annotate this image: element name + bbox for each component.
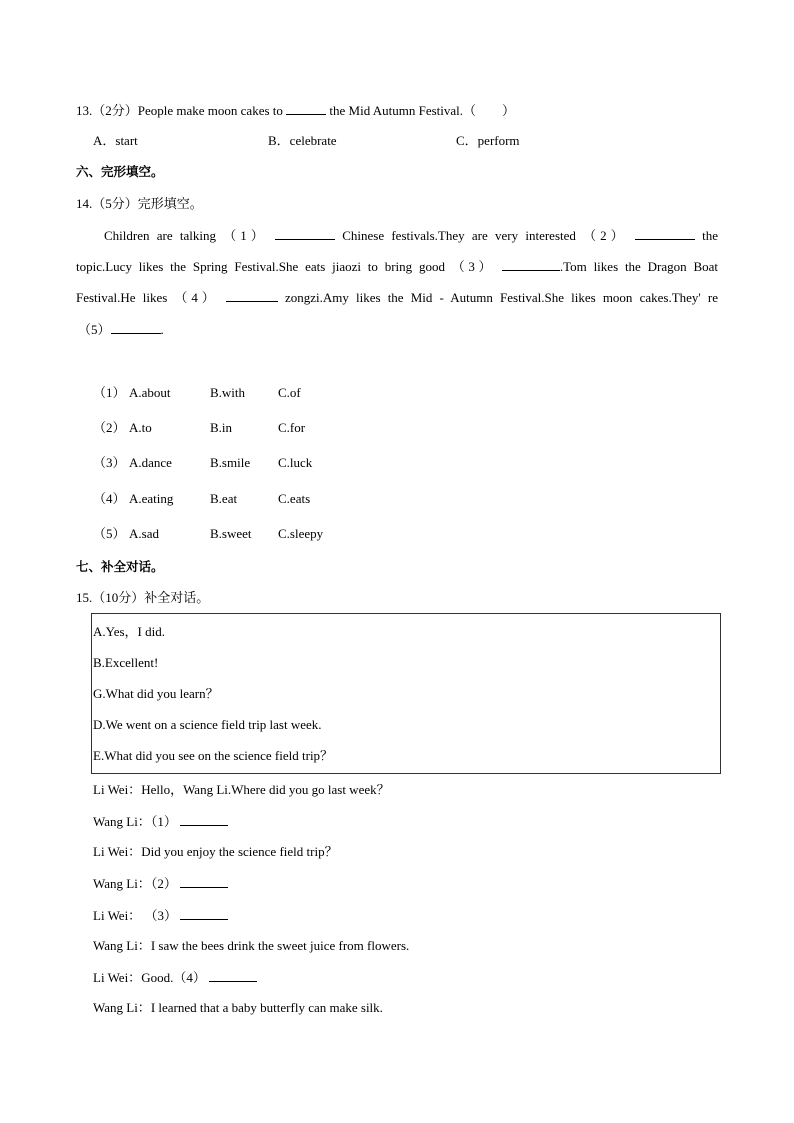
dialogue-line [93, 782, 390, 798]
utterance: （3） [141, 908, 177, 923]
choice-c[interactable]: C.eats [278, 491, 311, 506]
utterance: I learned that a baby butterfly can make silk. [150, 1000, 383, 1015]
q14-text-2b: .Tom likes the Dragon Boat [559, 259, 719, 274]
q14-blank-2[interactable] [635, 227, 695, 240]
utterance: Good.（4） [141, 970, 206, 985]
speaker: Li Wei： [93, 782, 142, 797]
utterance: Did you enjoy the science field trip？ [141, 844, 338, 859]
section6-title: 六、完形填空。 [76, 164, 164, 179]
utterance: Hello，Wang Li.Where did you go last week？ [141, 782, 390, 797]
choice-b[interactable]: B.with [210, 385, 246, 400]
q13-option-c[interactable]: C．perform [456, 133, 520, 148]
q15-box-option: E.What did you see on the science field trip？ [93, 748, 334, 763]
q15-header: 15.（10分）补全对话。 [76, 590, 210, 605]
choice-number: （1） [93, 385, 126, 400]
q14-blank-5[interactable] [111, 321, 161, 334]
speaker: Wang Li： [93, 1000, 151, 1015]
choice-c[interactable]: C.for [278, 420, 306, 435]
speaker: Li Wei： [93, 844, 142, 859]
choice-number: （5） [93, 526, 126, 541]
utterance: I saw the bees drink the sweet juice from flowers. [150, 938, 410, 953]
q14-blank-4[interactable] [226, 289, 278, 302]
q13-option-b[interactable]: B．celebrate [268, 133, 337, 148]
q15-box-option: D.We went on a science field trip last week. [93, 717, 322, 732]
choice-b[interactable]: B.in [210, 420, 233, 435]
speaker: Wang Li： [93, 876, 151, 891]
q14-text-3a: Festival.He likes （4） [76, 290, 219, 305]
speaker: Li Wei： [93, 970, 142, 985]
choice-c[interactable]: C.of [278, 385, 301, 400]
choice-a[interactable]: A.about [129, 385, 171, 400]
q13-option-a[interactable]: A．start [93, 133, 138, 148]
choice-number: （4） [93, 491, 126, 506]
q14-text-4b: . [160, 322, 164, 337]
dialogue-line [93, 875, 228, 892]
dialogue-blank-1[interactable] [180, 813, 228, 826]
utterance: （1） [150, 814, 177, 829]
q14-text-1c: the [702, 228, 719, 243]
choice-c[interactable]: C.luck [278, 455, 313, 470]
dialogue-blank-2[interactable] [180, 875, 228, 888]
utterance: （2） [150, 876, 177, 891]
q15-box-option: G.What did you learn？ [93, 686, 219, 701]
dialogue-line [93, 907, 228, 924]
choice-a[interactable]: A.to [129, 420, 152, 435]
dialogue-line [93, 1000, 383, 1016]
q14-text-2a: topic.Lucy likes the Spring Festival.She eats jiaozi to bring good （3） [76, 259, 496, 274]
q14-passage-line4 [78, 321, 164, 338]
choice-b[interactable]: B.smile [210, 455, 251, 470]
q14-text-1b: Chinese festivals.They are very interested （2） [342, 228, 628, 243]
choice-c[interactable]: C.sleepy [278, 526, 324, 541]
q14-text-4a: （5） [78, 322, 111, 337]
q15-box-option: A.Yes，I did. [93, 624, 165, 639]
q13-stem-after: the Mid Autumn Festival.（ ） [329, 103, 516, 118]
q13-stem-before: People make moon cakes to [137, 103, 283, 118]
choice-a[interactable]: A.dance [129, 455, 172, 470]
choice-number: （3） [93, 455, 126, 470]
q14-text-3b: zongzi.Amy likes the Mid - Autumn Festival.She likes moon cakes.They' re [284, 290, 718, 305]
speaker: Wang Li： [93, 814, 151, 829]
choice-number: （2） [93, 420, 126, 435]
choice-a[interactable]: A.eating [129, 491, 174, 506]
dialogue-blank-3[interactable] [180, 907, 228, 920]
section7-title: 七、补全对话。 [76, 559, 164, 574]
q14-blank-1[interactable] [275, 227, 335, 240]
dialogue-line [93, 938, 409, 954]
dialogue-line [93, 969, 257, 986]
choice-b[interactable]: B.sweet [210, 526, 252, 541]
choice-b[interactable]: B.eat [210, 491, 238, 506]
q13-stem [76, 102, 515, 119]
q15-box-option: B.Excellent! [93, 655, 159, 670]
dialogue-blank-4[interactable] [209, 969, 257, 982]
speaker: Li Wei： [93, 908, 142, 923]
dialogue-line [93, 844, 338, 860]
q14-text-1a: Children are talking （1） [104, 228, 268, 243]
q14-blank-3[interactable] [502, 258, 560, 271]
q13-blank[interactable] [286, 102, 326, 115]
q13-number: 13.（2分） [76, 103, 138, 118]
q14-header: 14.（5分）完形填空。 [76, 196, 203, 211]
q14-passage-line2 [76, 258, 718, 275]
q14-passage-line3 [76, 289, 718, 306]
q14-passage-line1 [104, 227, 718, 244]
choice-a[interactable]: A.sad [129, 526, 159, 541]
dialogue-line [93, 813, 228, 830]
speaker: Wang Li： [93, 938, 151, 953]
